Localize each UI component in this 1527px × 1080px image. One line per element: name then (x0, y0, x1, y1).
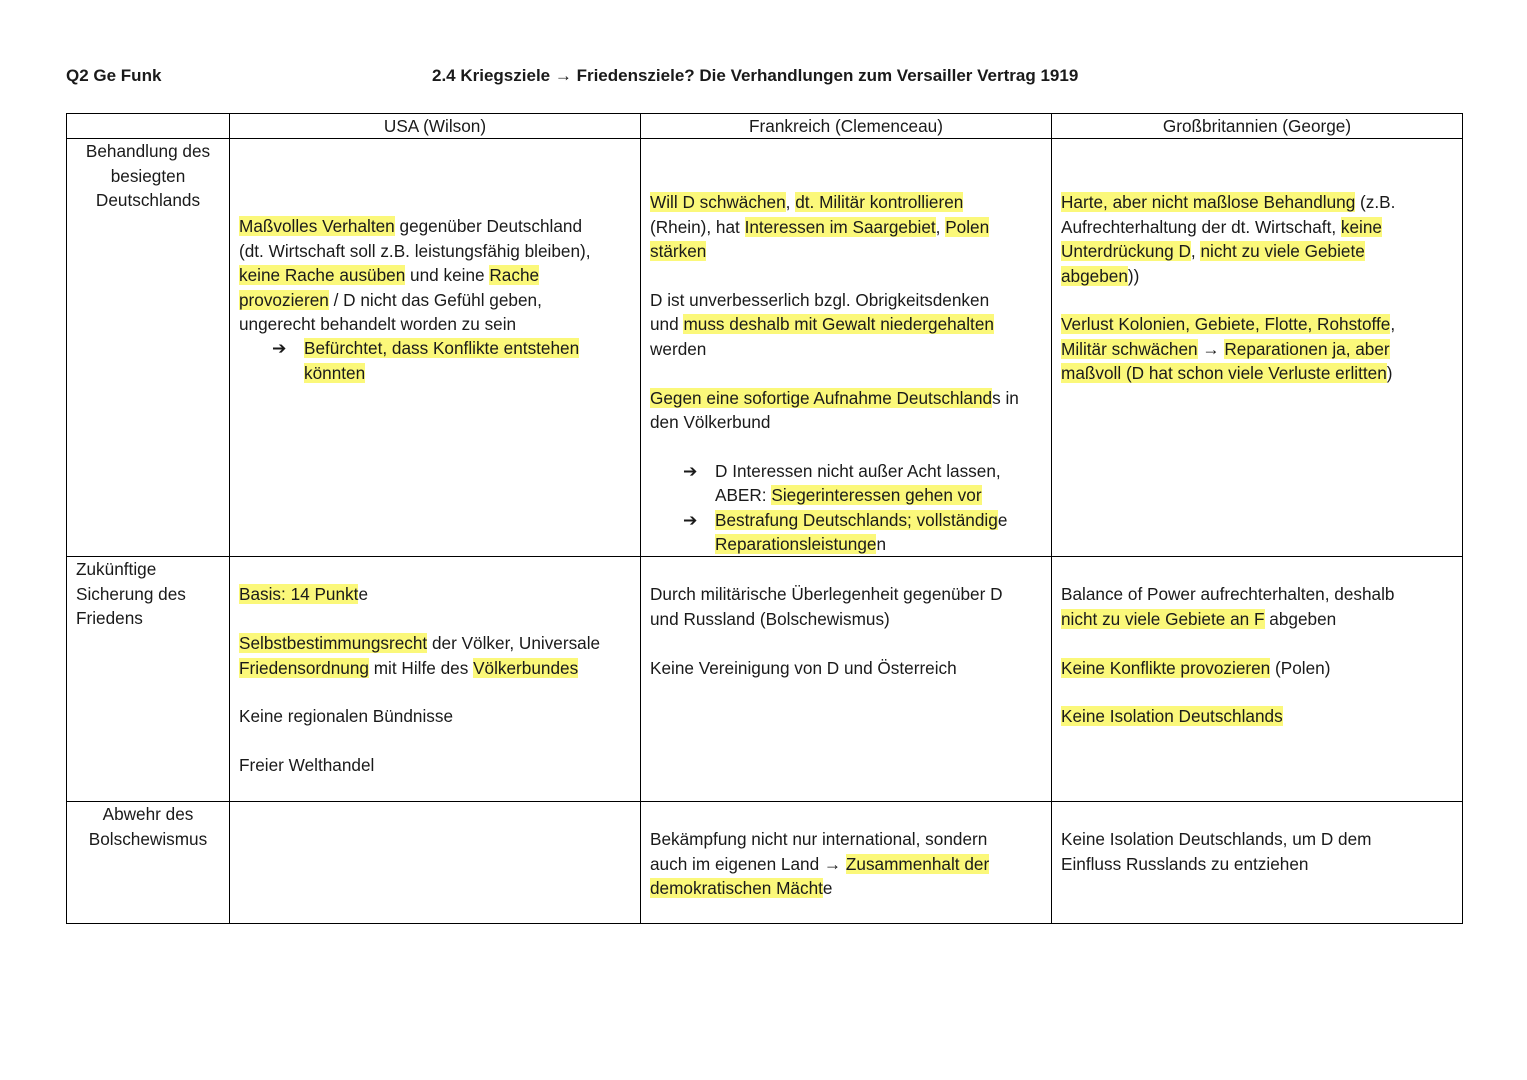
row-header-bolshevism (67, 802, 230, 924)
table-row (67, 557, 1463, 802)
text: Keine Vereinigung von D und Österreich (650, 657, 957, 678)
highlight: Polen (945, 216, 990, 237)
row-label-line: Friedens (76, 608, 143, 629)
text: , (935, 216, 946, 237)
arrow-bullet (650, 508, 1042, 557)
highlight: Rache (489, 265, 540, 286)
text: e (822, 878, 833, 899)
text: , (785, 192, 796, 213)
row-label-line: besiegten (110, 165, 186, 186)
text: Aufrechterhaltung der dt. Wirtschaft, (1061, 216, 1341, 237)
text: )) (1127, 265, 1140, 286)
text: D ist unverbesserlich bzgl. Obrigkeitsdenken (650, 290, 990, 311)
arrow-icon: ➔ (272, 338, 287, 359)
text: (z.B. (1355, 192, 1396, 213)
highlight: nicht zu viele Gebiete (1200, 241, 1365, 262)
cell-usa-treatment (230, 139, 641, 557)
text: e (997, 509, 1008, 530)
highlight: keine Rache ausüben (239, 265, 406, 286)
cell-france-peace (641, 557, 1052, 802)
highlight: nicht zu viele Gebiete an F (1061, 608, 1265, 629)
row-label-line: Bolschewismus (88, 828, 208, 849)
highlight: dt. Militär kontrollieren (795, 192, 964, 213)
row-header-treatment (67, 139, 230, 557)
text: ABER: (715, 485, 772, 506)
text: ungerecht behandelt worden zu sein (239, 314, 517, 335)
text: D Interessen nicht außer Acht lassen, (715, 460, 1001, 481)
text: und (650, 314, 684, 335)
highlight: Bestrafung Deutschlands; vollständig (715, 509, 998, 530)
arrow-icon: ➔ (683, 460, 698, 481)
text: Freier Welthandel (239, 755, 375, 776)
highlight: Maßvolles Verhalten (239, 216, 395, 237)
text: e (358, 584, 368, 605)
highlight: Keine Isolation Deutschlands (1061, 706, 1283, 727)
highlight: Militär schwächen (1061, 338, 1198, 359)
corner-cell (67, 114, 230, 139)
highlight: keine (1340, 216, 1382, 237)
highlight: Reparationsleistunge (715, 534, 877, 555)
highlight: abgeben (1061, 265, 1128, 286)
arrow-bullet (239, 336, 631, 385)
arrow-bullet (650, 459, 1042, 508)
text: abgeben (1264, 608, 1337, 629)
highlight: provozieren (239, 289, 329, 310)
text: auch im eigenen Land → (650, 853, 846, 874)
highlight: Will D schwächen (650, 192, 786, 213)
text: gegenüber Deutschland (394, 216, 583, 237)
row-label-line: Sicherung des (76, 583, 186, 604)
highlight: Basis: 14 Punkt (239, 584, 359, 605)
course-label: Q2 Ge Funk (66, 66, 162, 85)
text: den Völkerbund (650, 412, 771, 433)
cell-france-bolshevism (641, 802, 1052, 924)
cell-france-treatment (641, 139, 1052, 557)
highlight: Keine Konflikte provozieren (1061, 657, 1271, 678)
text: / D nicht das Gefühl geben, (328, 289, 542, 310)
text: , (1190, 241, 1201, 262)
column-header-france: Frankreich (Clemenceau) (641, 114, 1052, 139)
row-label-line: Behandlung des (85, 141, 211, 162)
highlight: Verlust Kolonien, Gebiete, Flotte, Rohstoffe (1061, 314, 1391, 335)
text: (dt. Wirtschaft soll z.B. leistungsfähig bleiben), (239, 240, 591, 261)
highlight: Befürchtet, dass Konflikte entstehen könnten (304, 338, 580, 383)
cell-britain-bolshevism (1052, 802, 1463, 924)
text: der Völker, Universale (427, 633, 601, 654)
highlight: Zusammenhalt der (845, 853, 990, 874)
column-header-usa: USA (Wilson) (230, 114, 641, 139)
text: → (1197, 338, 1225, 359)
cell-britain-peace (1052, 557, 1463, 802)
text: Balance of Power aufrechterhalten, deshalb (1061, 584, 1395, 605)
row-header-peace (67, 557, 230, 802)
table-row (67, 139, 1463, 557)
text: , (1390, 314, 1396, 335)
column-header-britain: Großbritannien (George) (1052, 114, 1463, 139)
text: Einfluss Russlands zu entziehen (1061, 853, 1309, 874)
text: (Polen) (1270, 657, 1331, 678)
highlight: maßvoll (D hat schon viele Verluste erlitten (1061, 363, 1387, 384)
page-title: 2.4 Kriegsziele → Friedensziele? Die Verhandlungen zum Versailler Vertrag 1919 (432, 66, 1079, 85)
text: werden (650, 338, 707, 359)
highlight: Völkerbundes (473, 657, 579, 678)
text: mit Hilfe des (368, 657, 474, 678)
text: Keine regionalen Bündnisse (239, 706, 454, 727)
arrow-icon: ➔ (683, 509, 698, 530)
highlight: demokratischen Mächt (650, 878, 823, 899)
text: n (876, 534, 887, 555)
highlight: Friedensordnung (239, 657, 369, 678)
highlight: Gegen eine sofortige Aufnahme Deutschland (650, 387, 993, 408)
highlight: Reparationen ja, aber (1224, 338, 1390, 359)
cell-usa-bolshevism (230, 802, 641, 924)
comparison-table (66, 113, 1463, 924)
text: Bekämpfung nicht nur international, sondern (650, 829, 988, 850)
cell-usa-peace (230, 557, 641, 802)
row-label-line: Abwehr des (102, 804, 194, 825)
highlight: Selbstbestimmungsrecht (239, 633, 428, 654)
highlight: muss deshalb mit Gewalt niedergehalten (683, 314, 994, 335)
text: Keine Isolation Deutschlands, um D dem (1061, 829, 1372, 850)
highlight: stärken (650, 241, 707, 262)
highlight: Unterdrückung D (1061, 241, 1191, 262)
table-row (67, 802, 1463, 924)
cell-britain-treatment (1052, 139, 1463, 557)
text: und keine (405, 265, 490, 286)
text: und Russland (Bolschewismus) (650, 608, 890, 629)
highlight: Harte, aber nicht maßlose Behandlung (1061, 192, 1356, 213)
row-label-line: Deutschlands (95, 190, 201, 211)
highlight: Siegerinteressen gehen vor (771, 485, 982, 506)
text: (Rhein), hat (650, 216, 745, 237)
highlight: Interessen im Saargebiet (744, 216, 936, 237)
table-header-row (67, 114, 1463, 139)
row-label-line: Zukünftige (76, 559, 157, 580)
text: s in (992, 387, 1019, 408)
text: ) (1386, 363, 1393, 384)
text: Durch militärische Überlegenheit gegenüber D (650, 584, 1003, 605)
